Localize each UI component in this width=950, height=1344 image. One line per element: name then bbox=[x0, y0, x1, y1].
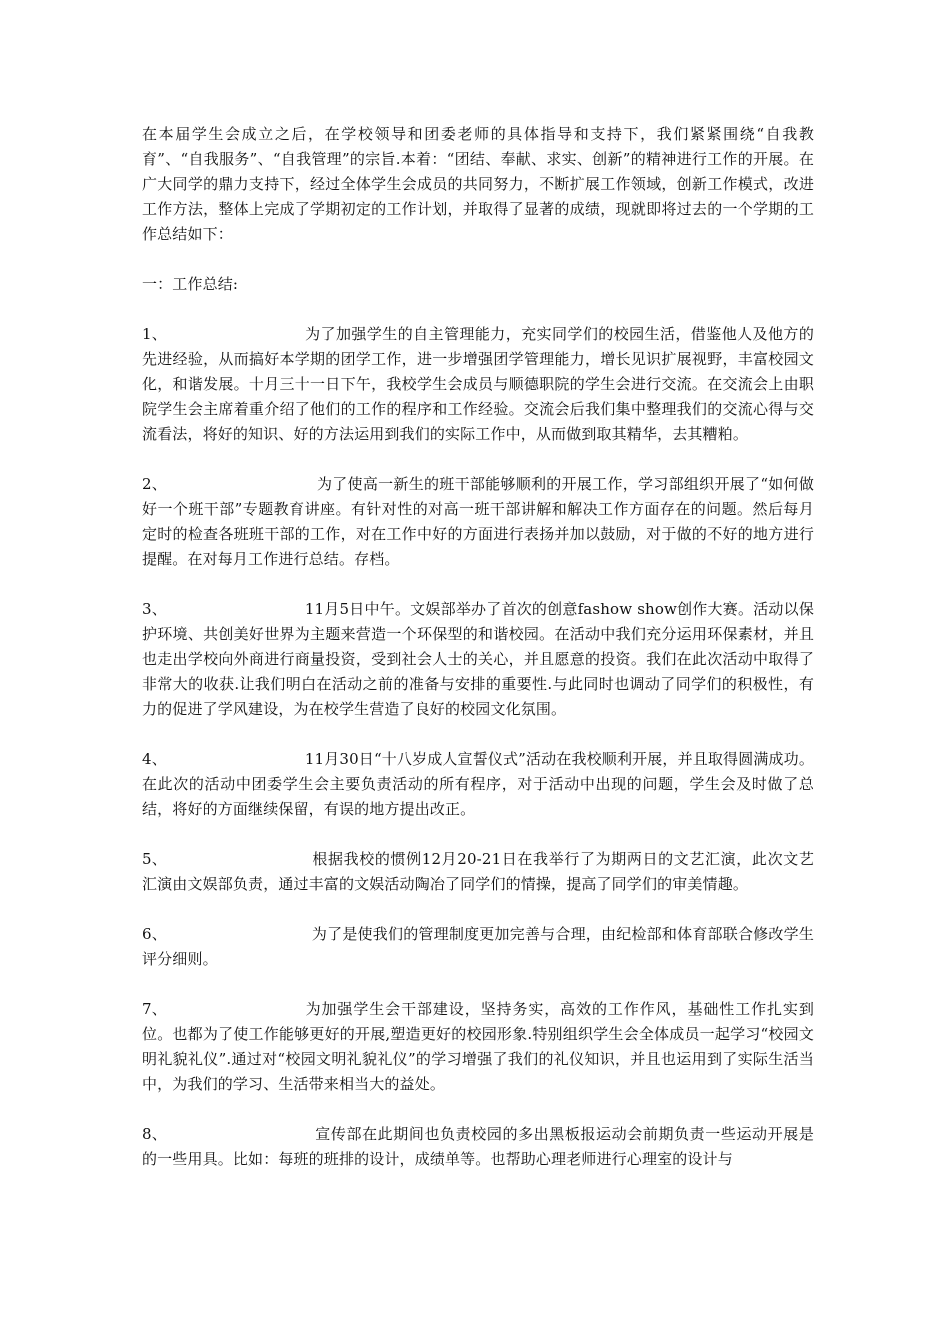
list-item bbox=[142, 322, 814, 447]
item-number: 5、 bbox=[142, 850, 167, 868]
item-text: 为了使高一新生的班干部能够顺利的开展工作，学习部组织开展了“如何做好一个班干部”专题教育讲座。有针对性的对高一班干部讲解和解决工作方面存在的问题。然后每月定时的检查各班班干部的工作，对在工作中好的方面进行表扬并加以鼓励，对于做的不好的地方进行提醒。在对每月工作进行总结。存档。 bbox=[142, 475, 814, 568]
item-text: 根据我校的惯例12月20-21日在我举行了为期两日的文艺汇演，此次文艺汇演由文娱部负责，通过丰富的文娱活动陶冶了同学们的情操，提高了同学们的审美情趣。 bbox=[142, 850, 814, 893]
item-text: 11月30日“十八岁成人宣誓仪式”活动在我校顺利开展，并且取得圆满成功。在此次的活动中团委学生会主要负责活动的所有程序，对于活动中出现的问题，学生会及时做了总结，将好的方面继续保留，有误的地方提出改正。 bbox=[142, 750, 814, 818]
section-heading: 一：工作总结: bbox=[142, 275, 239, 293]
list-item bbox=[142, 997, 814, 1097]
list-item bbox=[142, 597, 814, 722]
item-number: 8、 bbox=[142, 1125, 167, 1143]
list-item bbox=[142, 1122, 814, 1172]
item-number: 7、 bbox=[142, 1000, 167, 1018]
list-item bbox=[142, 747, 814, 822]
item-number: 1、 bbox=[142, 325, 167, 343]
list-item bbox=[142, 847, 814, 897]
item-number: 6、 bbox=[142, 925, 167, 943]
item-number: 2、 bbox=[142, 475, 167, 493]
item-text: 11月5日中午。文娱部举办了首次的创意fashow show创作大赛。活动以保护环境、共创美好世界为主题来营造一个环保型的和谐校园。在活动中我们充分运用环保素材，并且也走出学校向外商进行商量投资，受到社会人士的关心，并且愿意的投资。我们在此次活动中取得了非常大的收获.让我们明白在活动之前的准备与安排的重要性.与此同时也调动了同学们的积极性，有力的促进了学风建设，为在校学生营造了良好的校园文化氛围。 bbox=[142, 600, 814, 718]
item-text: 为了是使我们的管理制度更加完善与合理，由纪检部和体育部联合修改学生评分细则。 bbox=[142, 925, 814, 968]
item-text: 为加强学生会干部建设，坚持务实，高效的工作作风，基础性工作扎实到位。也都为了使工作能够更好的开展,塑造更好的校园形象.特别组织学生会全体成员一起学习“校园文明礼貌礼仪”.通过对“校园文明礼貌礼仪”的学习增强了我们的礼仪知识，并且也运用到了实际生活当中，为我们的学习、生活带来相当大的益处。 bbox=[142, 1000, 814, 1093]
list-item bbox=[142, 472, 814, 572]
intro-paragraph: 在本届学生会成立之后，在学校领导和团委老师的具体指导和支持下，我们紧紧围绕“自我教育”、“自我服务”、“自我管理”的宗旨.本着：“团结、奉献、求实、创新”的精神进行工作的开展。在广大同学的鼎力支持下，经过全体学生会成员的共同努力，不断扩展工作领域，创新工作模式，改进工作方法，整体上完成了学期初定的工作计划，并取得了显著的成绩，现就即将过去的一个学期的工作总结如下： bbox=[142, 125, 814, 243]
item-text: 宣传部在此期间也负责校园的多出黑板报运动会前期负责一些运动开展是的一些用具。比如：每班的班排的设计，成绩单等。也帮助心理老师进行心理室的设计与 bbox=[142, 1125, 814, 1168]
document-body bbox=[142, 122, 814, 1197]
item-number: 4、 bbox=[142, 750, 167, 768]
list-item bbox=[142, 922, 814, 972]
item-number: 3、 bbox=[142, 600, 167, 618]
item-text: 为了加强学生的自主管理能力，充实同学们的校园生活，借鉴他人及他方的先进经验，从而搞好本学期的团学工作，进一步增强团学管理能力，增长见识扩展视野，丰富校园文化，和谐发展。十月三十一日下午，我校学生会成员与顺德职院的学生会进行交流。在交流会上由职院学生会主席着重介绍了他们的工作的程序和工作经验。交流会后我们集中整理我们的交流心得与交流看法，将好的知识、好的方法运用到我们的实际工作中，从而做到取其精华，去其糟粕。 bbox=[142, 325, 814, 443]
